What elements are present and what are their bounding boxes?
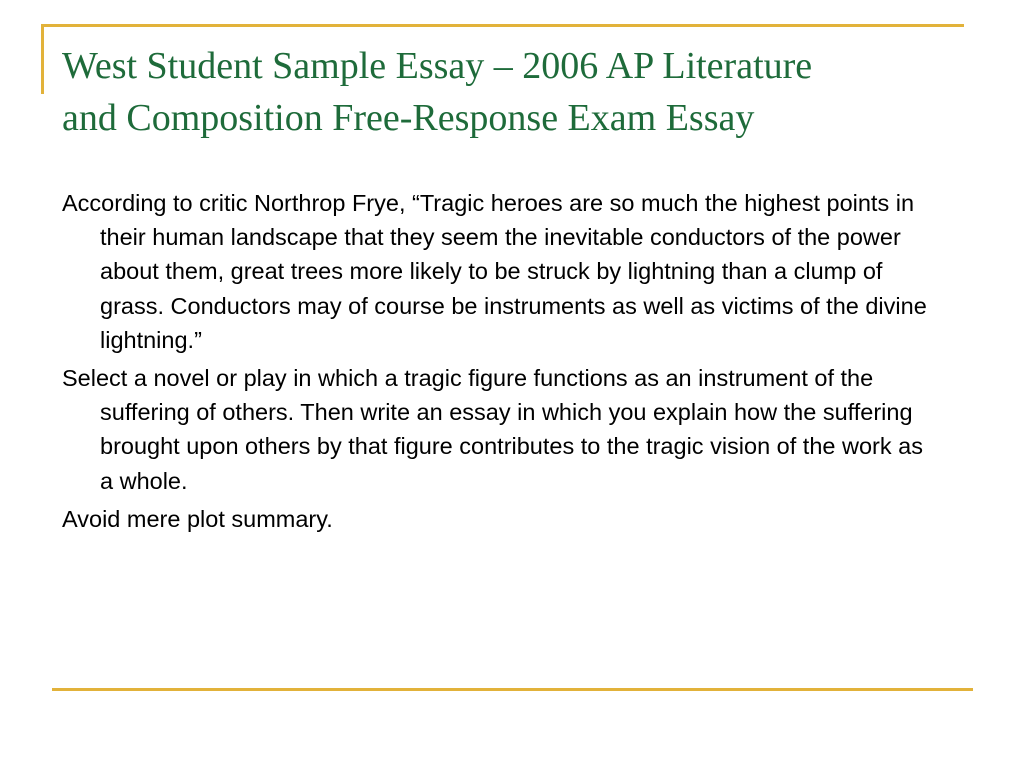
paragraph-quote: According to critic Northrop Frye, “Tragic heroes are so much the highest points in their human landscape that they seem the inevitable conductors of the power about them, great trees more likely to be struck by lightning than a clump of grass. Conductors may of course be instruments as well as victims of the divine lightning.” (62, 190, 927, 353)
title-line-2: and Composition Free-Response Exam Essay (62, 97, 755, 139)
paragraph-prompt: Select a novel or play in which a tragic figure functions as an instrument of the suffering of others. Then write an essay in which you explain how the suffering brought upon others by that figure contributes to the tragic vision of the work as a whole. (62, 365, 923, 494)
paragraph-instruction: Avoid mere plot summary. (62, 505, 333, 532)
accent-bottom-line (52, 688, 973, 691)
accent-left-line (41, 24, 44, 94)
slide-title (62, 40, 962, 144)
accent-top-line (41, 24, 964, 27)
title-line-1: West Student Sample Essay – 2006 AP Literature (62, 45, 813, 87)
slide-body (62, 186, 942, 540)
